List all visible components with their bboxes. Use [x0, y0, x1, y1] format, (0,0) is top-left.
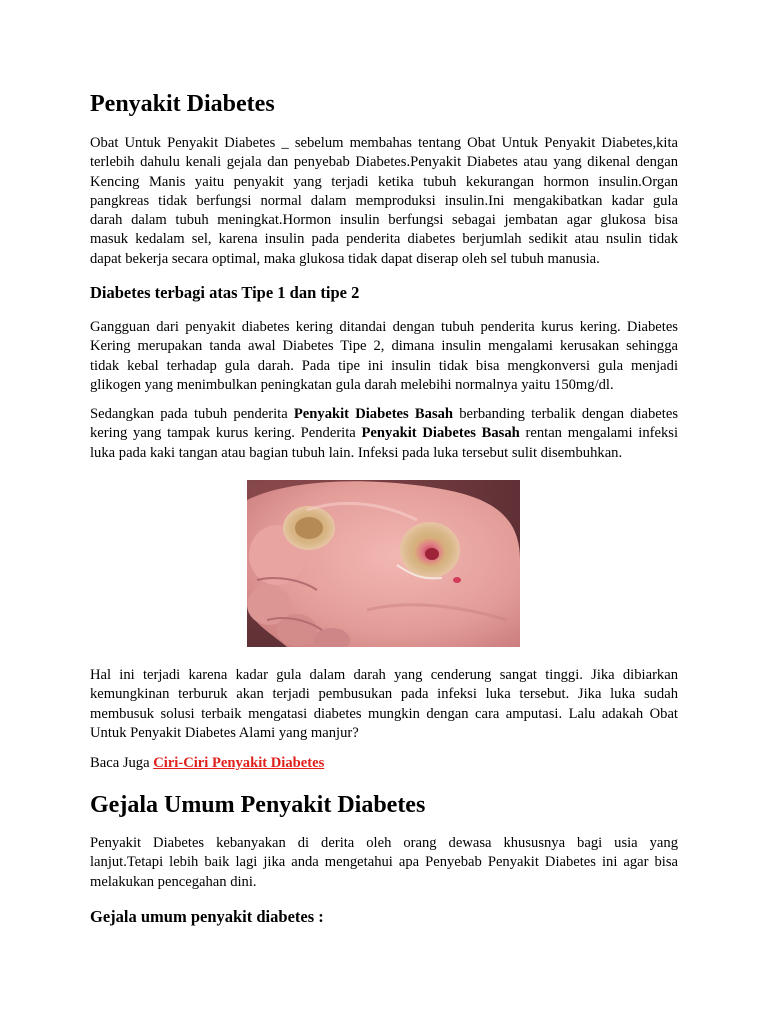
- intro-line: Kencing Manis yaitu penyakit yang terjadi ketika tubuh kekurangan hormon insulin.Organ: [90, 173, 678, 190]
- after-image-paragraph: [90, 666, 678, 743]
- subheading-diabetes-types: Diabetes terbagi atas Tipe 1 dan tipe 2: [90, 283, 360, 302]
- dry-line: Kering merupakan tanda awal Diabetes Tipe 2, dimana insulin mengalami kerusakan sehingga: [90, 338, 678, 355]
- after-image-line: membusuk solusi terbaik mengatasi diabetes mungkin dengan cara amputasi. Lalu adakah Obat: [90, 705, 678, 722]
- intro-paragraph: [90, 134, 678, 269]
- read-also-prefix: Baca Juga: [90, 755, 154, 771]
- wet-line: [90, 424, 678, 443]
- read-also-line: [90, 754, 678, 773]
- wet-text: rentan mengalami infeksi: [519, 425, 679, 442]
- page-title: Penyakit Diabetes: [90, 91, 275, 117]
- intro-line: darah dalam tubuh meningkat.Hormon insulin berfungsi sebagai jembatan agar glukosa bisa: [90, 212, 678, 229]
- intro-line: pangkreas tidak berfungsi normal dalam memproduksi insulin.Ini mengakibatkan kadar gula: [90, 192, 678, 209]
- section2-line: lanjut.Tetapi lebih baik lagi jika anda mengetahui apa Penyebab Penyakit Diabetes ini agar bisa: [90, 854, 678, 871]
- wet-text: Sedangkan pada tubuh penderita: [90, 406, 294, 422]
- intro-line: terlebih dahulu kenali gejala dan penyebab Diabetes.Penyakit Diabetes atau yang dikenal dengan: [90, 154, 678, 171]
- intro-line: Obat Untuk Penyakit Diabetes _ sebelum membahas tentang Obat Untuk Penyakit Diabetes,kita: [90, 135, 678, 151]
- section2-paragraph: [90, 834, 678, 892]
- intro-line: masuk kedalam sel, karena insulin pada penderita diabetes berjumlah sedikit atau nsulin tidak: [90, 231, 678, 248]
- wet-bold-term: Penyakit Diabetes Basah: [361, 425, 520, 442]
- dry-line: glikogen yang menimbulkan peningkatan gula darah melebihi normalnya yaitu 150mg/dl.: [90, 376, 614, 393]
- wet-line: [90, 405, 678, 424]
- section-title-symptoms: Gejala Umum Penyakit Diabetes: [90, 792, 426, 818]
- read-also-link[interactable]: Ciri-Ciri Penyakit Diabetes: [153, 755, 325, 771]
- section2-line: melakukan pencegahan dini.: [90, 873, 257, 890]
- foot-wound-illustration: [247, 480, 520, 647]
- wet-text: kering yang tampak kurus kering. Penderita: [90, 425, 362, 442]
- wet-diabetes-paragraph: [90, 405, 678, 463]
- diabetic-foot-photo: [247, 480, 520, 647]
- wet-text: berbanding terbalik dengan diabetes: [453, 406, 678, 422]
- intro-line: dapat bekerja secara optimal, maka glukosa tidak dapat diserap oleh sel tubuh manusia.: [90, 250, 600, 267]
- after-image-line: kemungkinan terburuk akan terjadi pembusukan pada infeksi luka tersebut. Jika luka sudah: [90, 686, 678, 703]
- wet-line: luka pada kaki tangan atau bagian tubuh lain. Infeksi pada luka tersebut sulit disembuhkan.: [90, 444, 623, 461]
- wet-bold-term: Penyakit Diabetes Basah: [293, 406, 454, 422]
- after-image-line: Untuk Penyakit Diabetes Alami yang manjur?: [90, 724, 359, 741]
- dry-line: tidak kebal terhadap gula darah. Pada tipe ini insulin tidak bisa mengkonversi gula menjadi: [90, 357, 678, 374]
- dry-diabetes-paragraph: [90, 318, 678, 395]
- dry-line: Gangguan dari penyakit diabetes kering ditandai dengan tubuh penderita kurus kering. Diabetes: [90, 319, 678, 335]
- after-image-line: Hal ini terjadi karena kadar gula dalam darah yang cenderung sangat tinggi. Jika dibiarkan: [90, 667, 678, 683]
- subheading-symptoms: Gejala umum penyakit diabetes :: [90, 907, 324, 926]
- section2-line: Penyakit Diabetes kebanyakan di derita oleh orang dewasa khususnya bagi usia yang: [90, 835, 678, 851]
